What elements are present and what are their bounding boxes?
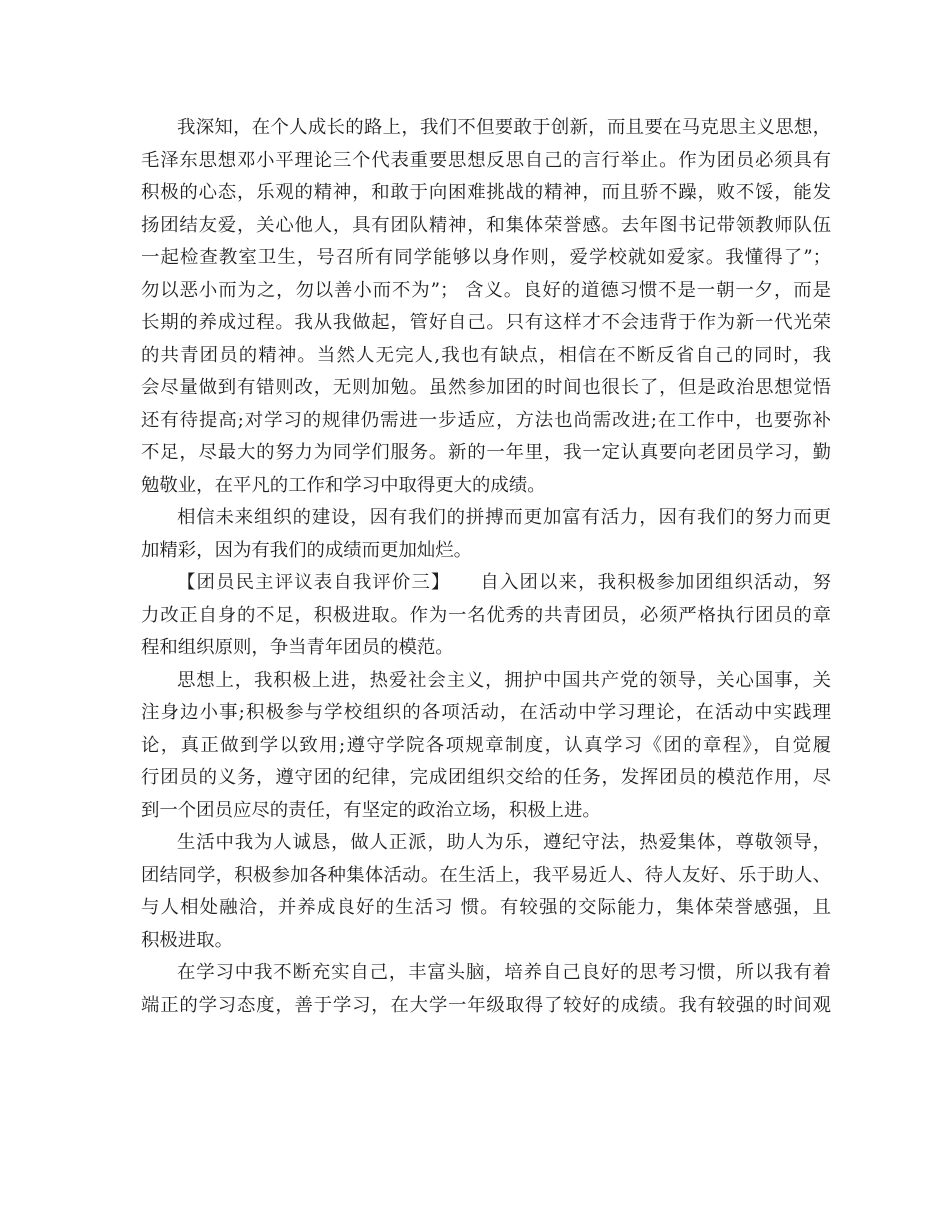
paragraph-4	[141, 665, 831, 828]
text-line: 【团员民主评议表自我评价三】 自入团以来，我积极参加团组织活动，努	[177, 572, 831, 593]
text-line: 加精彩，因为有我们的成绩而更加灿烂。	[141, 539, 473, 561]
text-line: 力改正自身的不足，积极进取。作为一名优秀的共青团员，必须严格执行团员的章	[141, 604, 831, 626]
text-line: 论，真正做到学以致用;遵守学院各项规章制度，认真学习《团的章程》，自觉履	[141, 734, 831, 756]
text-line: 会尽量做到有错则改，无则加勉。虽然参加团的时间也很长了，但是政治思想觉悟	[141, 377, 831, 398]
paragraph-6	[141, 957, 831, 1022]
text-line: 团结同学，积极参加各种集体活动。在生活上，我平易近人、待人友好、乐于助人、	[141, 864, 831, 886]
text-line: 行团员的义务，遵守团的纪律，完成团组织交给的任务，发挥团员的模范作用，尽	[141, 767, 831, 788]
text-line: 生活中我为人诚恳，做人正派，助人为乐，遵纪守法，热爱集体，尊敬领导，	[177, 832, 831, 853]
paragraph-1	[141, 112, 831, 502]
text-line: 不足，尽最大的努力为同学们服务。新的一年里，我一定认真要向老团员学习，勤	[141, 442, 831, 463]
text-line: 长期的养成过程。我从我做起，管好自己。只有这样才不会违背于作为新一代光荣	[141, 312, 831, 333]
paragraph-3	[141, 567, 831, 665]
document-body	[141, 112, 831, 1022]
paragraph-5	[141, 827, 831, 957]
text-line: 勉敬业，在平凡的工作和学习中取得更大的成绩。	[141, 474, 546, 496]
text-line: 思想上，我积极上进，热爱社会主义，拥护中国共产党的领导，关心国事，关	[177, 669, 831, 691]
paragraph-2	[141, 502, 831, 567]
text-line: 到一个团员应尽的责任，有坚定的政治立场，积极上进。	[141, 799, 601, 821]
text-line: 与人相处融洽，并养成良好的生活习 惯。有较强的交际能力，集体荣誉感强，且	[141, 897, 831, 918]
text-line: 程和组织原则，争当青年团员的模范。	[141, 637, 454, 658]
text-line: 端正的学习态度，善于学习，在大学一年级取得了较好的成绩。我有较强的时间观	[141, 994, 831, 1016]
text-line: 毛泽东思想邓小平理论三个代表重要思想反思自己的言行举止。作为团员必须具有	[141, 149, 831, 171]
text-line: 注身边小事;积极参与学校组织的各项活动，在活动中学习理论，在活动中实践理	[141, 702, 831, 723]
text-line: 扬团结友爱，关心他人，具有团队精神，和集体荣誉感。去年图书记带领教师队伍	[141, 214, 831, 236]
text-line: 在学习中我不断充实自己，丰富头脑，培养自己良好的思考习惯，所以我有着	[177, 962, 831, 983]
text-line: 一起检查教室卫生，号召所有同学能够以身作则，爱学校就如爱家。我懂得了”；	[141, 247, 831, 268]
text-line: 相信未来组织的建设，因有我们的拼搏而更加富有活力，因有我们的努力而更	[177, 507, 831, 528]
text-line: 的共青团员的精神。当然人无完人,我也有缺点，相信在不断反省自己的同时，我	[141, 344, 831, 366]
text-line: 我深知，在个人成长的路上，我们不但要敢于创新，而且要在马克思主义思想，	[177, 117, 831, 138]
text-line: 还有待提高;对学习的规律仍需进一步适应，方法也尚需改进;在工作中，也要弥补	[141, 409, 831, 431]
text-line: 积极的心态，乐观的精神，和敢于向困难挑战的精神，而且骄不躁，败不馁，能发	[141, 182, 831, 203]
text-line: 勿以恶小而为之，勿以善小而不为”； 含义。良好的道德习惯不是一朝一夕，而是	[141, 279, 831, 301]
text-line: 积极进取。	[141, 929, 233, 951]
